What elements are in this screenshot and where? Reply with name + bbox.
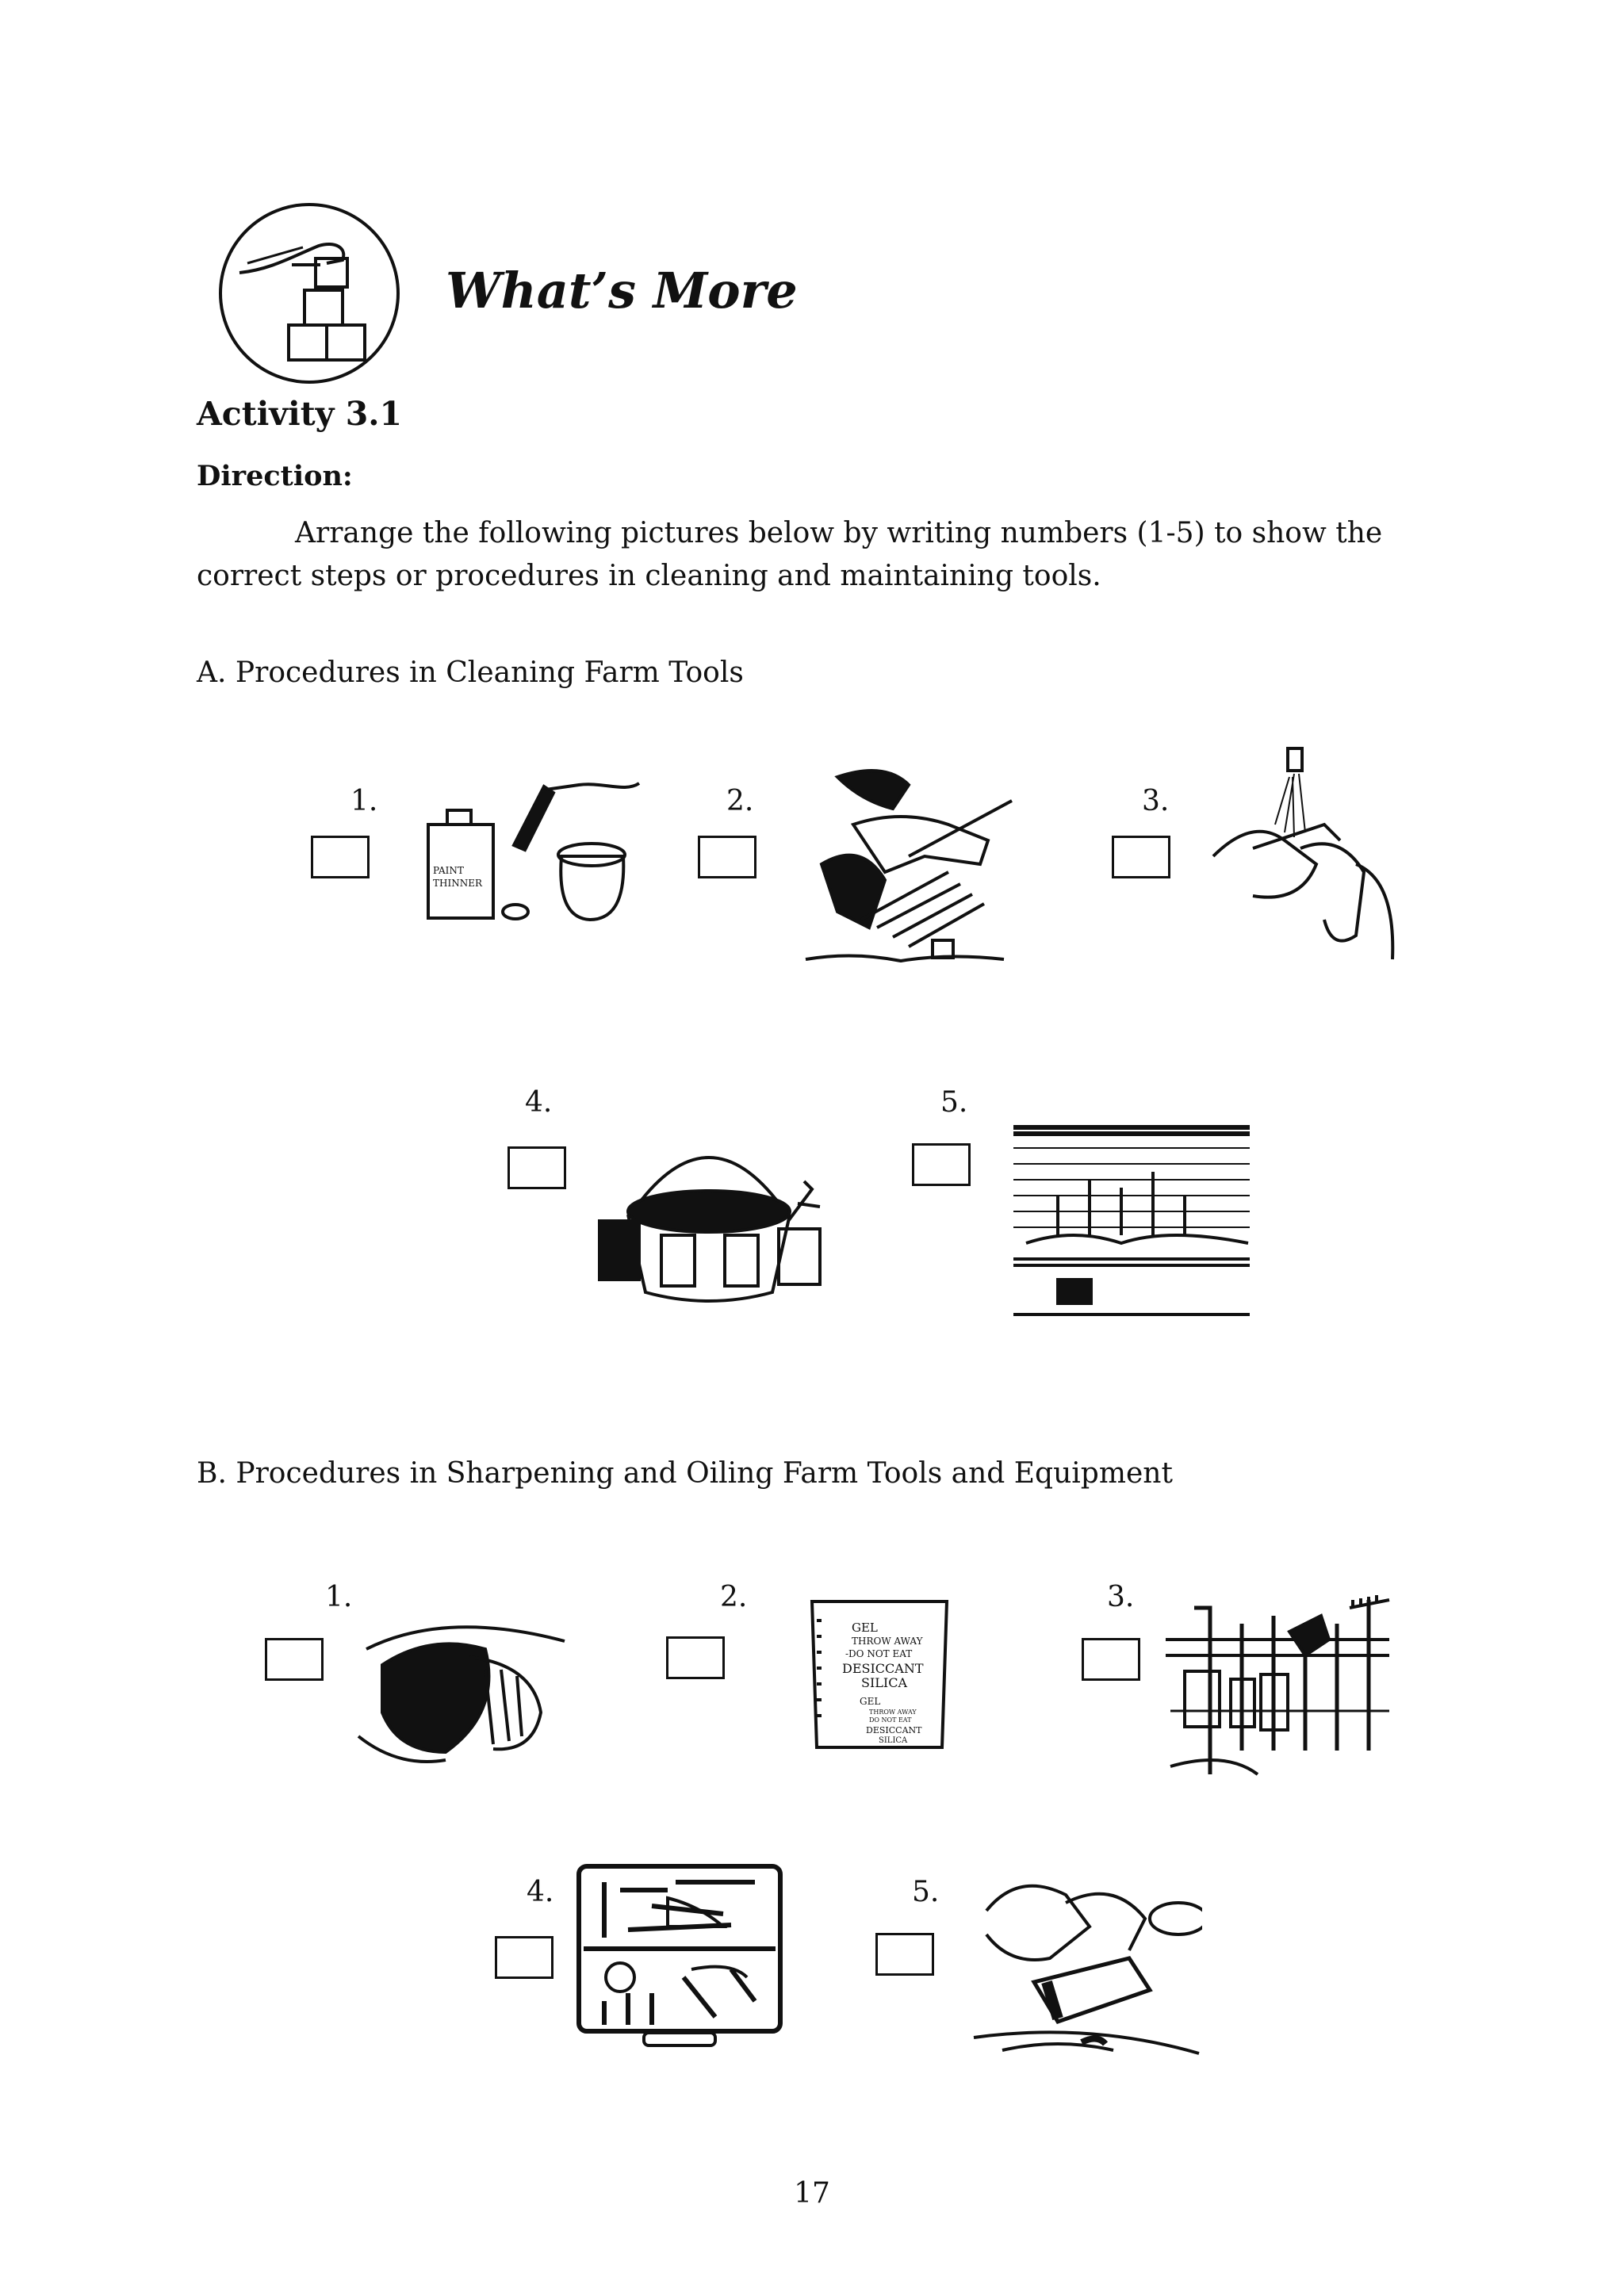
tool-case-icon xyxy=(573,1858,787,2049)
tool-bucket-icon xyxy=(590,1110,828,1332)
tool-rack-icon xyxy=(1162,1592,1392,1782)
page-title: What’s More xyxy=(446,262,798,320)
answer-box[interactable] xyxy=(875,1933,934,1976)
silica-line: THROW AWAY xyxy=(852,1636,923,1647)
answer-box[interactable] xyxy=(495,1936,553,1979)
silica-line: DO NOT EAT xyxy=(869,1716,912,1724)
silica-line: -DO NOT EAT xyxy=(845,1648,913,1659)
silica-gel-packet-icon xyxy=(806,1597,953,1754)
section-b-heading: B. Procedures in Sharpening and Oiling Farm Tools and Equipment xyxy=(197,1457,1173,1490)
answer-box[interactable] xyxy=(508,1146,566,1189)
answer-box[interactable] xyxy=(311,836,370,878)
answer-box[interactable] xyxy=(698,836,756,878)
item-number: 5. xyxy=(912,1876,940,1908)
svg-text:THINNER: THINNER xyxy=(433,878,483,889)
washing-tools-icon xyxy=(1205,745,1411,975)
item-number: 1. xyxy=(325,1581,353,1613)
stacking-blocks-icon xyxy=(216,200,403,387)
silica-line: SILICA xyxy=(879,1736,908,1745)
answer-box[interactable] xyxy=(666,1636,725,1679)
page-number: 17 xyxy=(794,2177,830,2210)
tool-shed-icon xyxy=(1010,1124,1253,1322)
item-number: 2. xyxy=(720,1581,748,1613)
silica-line: GEL xyxy=(860,1696,881,1707)
item-number: 5. xyxy=(940,1086,968,1119)
silica-line: SILICA xyxy=(861,1675,908,1690)
svg-text:PAINT: PAINT xyxy=(433,865,464,876)
item-number: 4. xyxy=(525,1086,553,1119)
farmer-with-fork-icon xyxy=(790,753,1020,975)
instructions-text: Arrange the following pictures below by writing numbers (1-5) to show the correct steps or procedures in cleaning and maintaining tools. xyxy=(197,517,1383,592)
instructions-paragraph xyxy=(197,512,1434,598)
paint-thinner-and-brush-icon xyxy=(420,761,658,936)
item-number: 4. xyxy=(527,1876,554,1908)
sharpening-stone-icon xyxy=(971,1863,1202,2061)
item-number: 2. xyxy=(726,785,754,817)
answer-box[interactable] xyxy=(1112,836,1170,878)
section-a-heading: A. Procedures in Cleaning Farm Tools xyxy=(197,656,744,689)
activity-label: Activity 3.1 xyxy=(197,395,403,433)
answer-box[interactable] xyxy=(265,1638,324,1681)
silica-line: GEL xyxy=(852,1621,878,1635)
item-number: 3. xyxy=(1107,1581,1135,1613)
direction-label: Direction: xyxy=(197,460,353,492)
silica-line: DESICCANT xyxy=(866,1725,922,1735)
answer-box[interactable] xyxy=(912,1143,971,1186)
item-number: 1. xyxy=(350,785,378,817)
answer-box[interactable] xyxy=(1082,1638,1140,1681)
silica-line: DESICCANT xyxy=(842,1661,924,1676)
cleaning-bolo-icon xyxy=(350,1617,573,1776)
silica-line: THROW AWAY xyxy=(869,1709,917,1716)
item-number: 3. xyxy=(1142,785,1170,817)
